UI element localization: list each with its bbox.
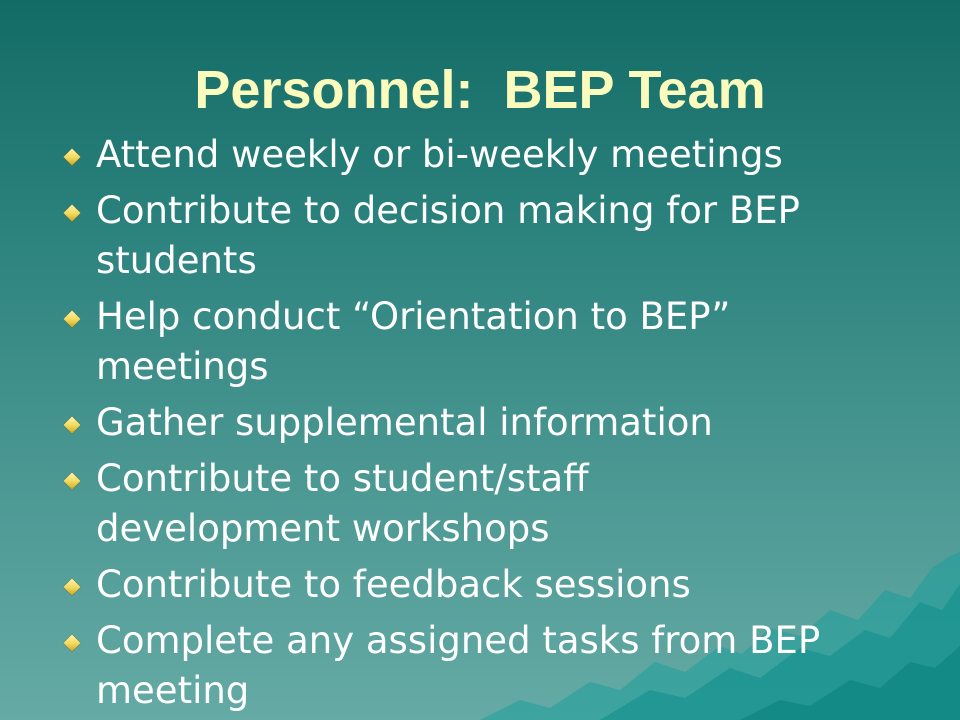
- slide-title: Personnel: BEP Team: [194, 60, 766, 120]
- diamond-bullet-icon: [64, 473, 81, 490]
- bullet-text: [96, 454, 936, 554]
- bullet-text: [96, 292, 936, 392]
- bullet-text: [96, 560, 936, 610]
- diamond-bullet-icon: [64, 579, 81, 596]
- diamond-bullet-icon: [64, 417, 81, 434]
- bullet-item: [60, 130, 940, 180]
- bullet-text-line: Complete any assigned tasks from BEP: [96, 619, 821, 662]
- bullet-item: [60, 398, 940, 448]
- bullet-text-line: Contribute to feedback sessions: [96, 563, 691, 606]
- bullet-text: [96, 186, 936, 286]
- bullet-text-line: meetings: [96, 345, 269, 388]
- bullet-text-line: Help conduct “Orientation to BEP”: [96, 295, 731, 338]
- bullet-list: [60, 130, 940, 720]
- diamond-bullet-icon: [64, 635, 81, 652]
- bullet-marker: [60, 130, 96, 180]
- bullet-item: [60, 292, 940, 392]
- bullet-text-line: Contribute to decision making for BEP: [96, 189, 800, 232]
- bullet-text-line: students: [96, 239, 257, 282]
- bullet-item: [60, 186, 940, 286]
- diamond-bullet-icon: [64, 311, 81, 328]
- bullet-text: [96, 616, 936, 716]
- bullet-text-line: Attend weekly or bi-weekly meetings: [96, 133, 783, 176]
- bullet-item: [60, 454, 940, 554]
- bullet-text-line: Gather supplemental information: [96, 401, 713, 444]
- bullet-marker: [60, 616, 96, 666]
- bullet-text-line: meeting: [96, 669, 250, 712]
- diamond-bullet-icon: [64, 205, 81, 222]
- diamond-bullet-icon: [64, 149, 81, 166]
- bullet-text-line: development workshops: [96, 507, 550, 550]
- bullet-marker: [60, 560, 96, 610]
- bullet-text-line: Contribute to student/staff: [96, 457, 589, 500]
- bullet-item: [60, 616, 940, 716]
- bullet-text: [96, 398, 936, 448]
- bullet-marker: [60, 292, 96, 342]
- bullet-marker: [60, 398, 96, 448]
- bullet-marker: [60, 454, 96, 504]
- bullet-marker: [60, 186, 96, 236]
- bullet-item: [60, 560, 940, 610]
- bullet-text: [96, 130, 936, 180]
